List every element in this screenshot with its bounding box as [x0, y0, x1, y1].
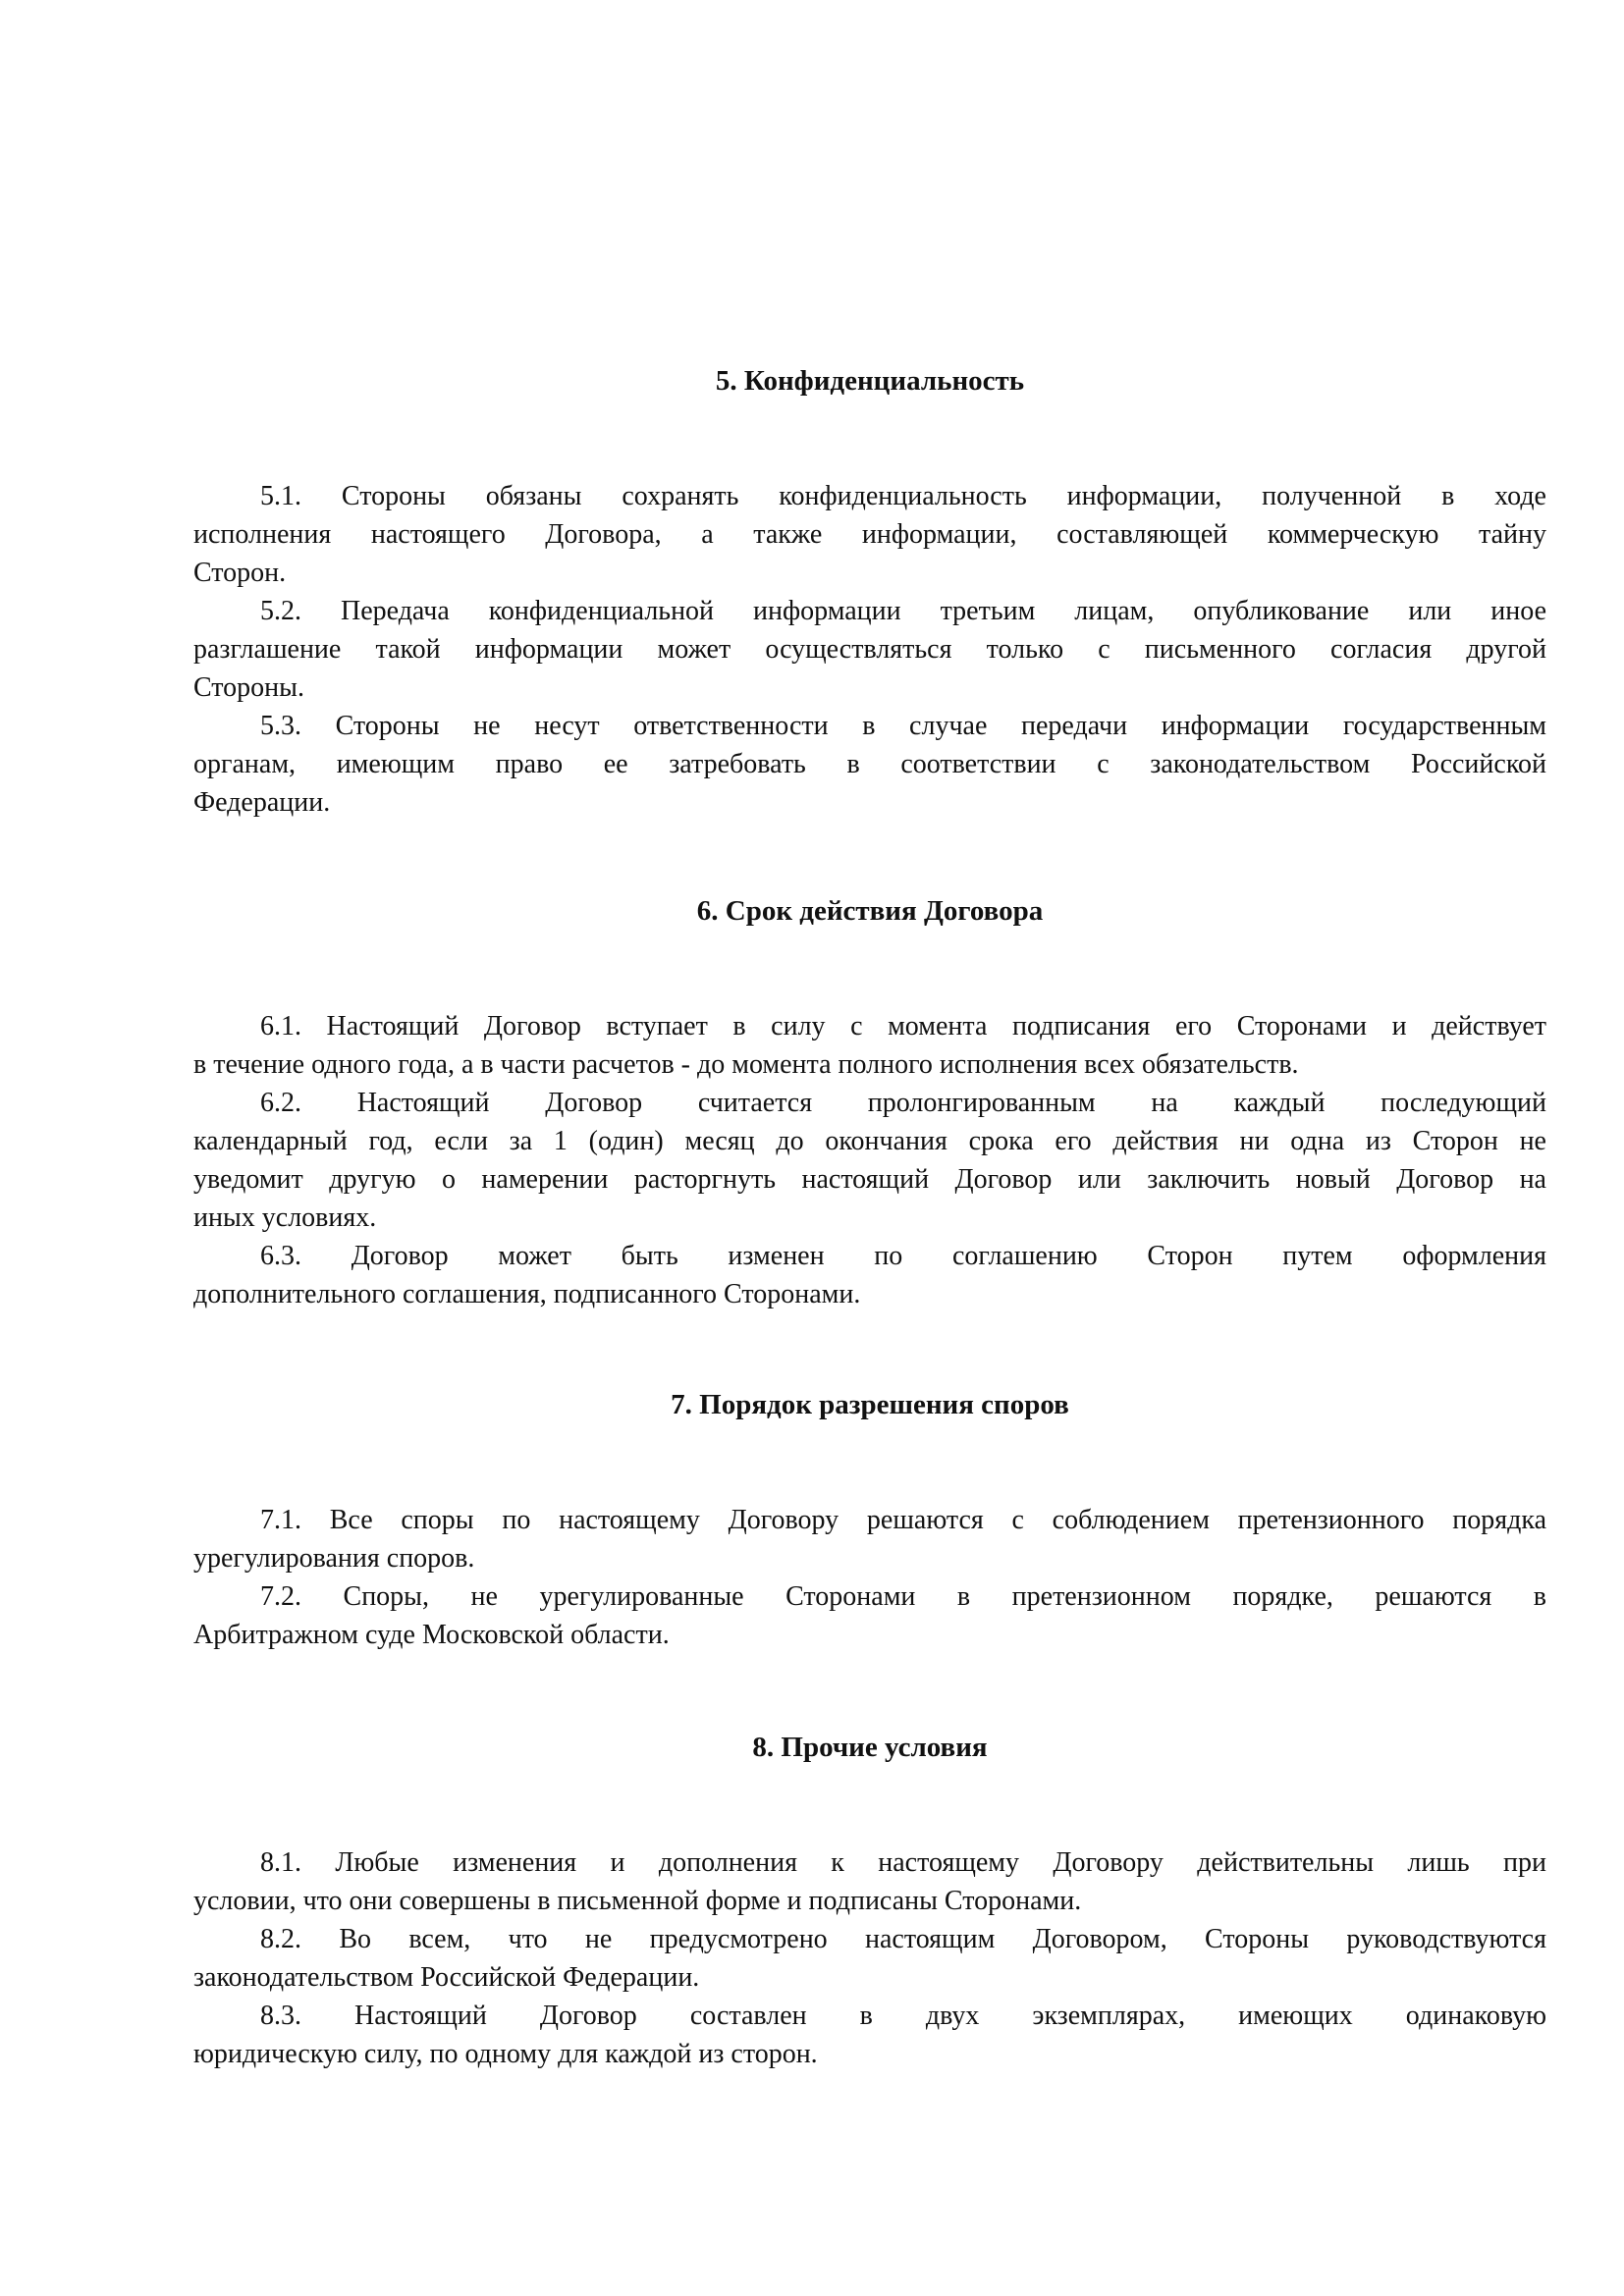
- paragraph-line: Стороны.: [193, 672, 304, 703]
- paragraph-line: Федерации.: [193, 787, 331, 818]
- section-heading: 7. Порядок разрешения споров: [671, 1389, 1069, 1420]
- section-body: [193, 1501, 1546, 1654]
- paragraph-line: 6.3. Договор может быть изменен по соглашению Сторон путем оформления: [260, 1241, 1546, 1271]
- paragraph-line: 7.1. Все споры по настоящему Договору решаются с соблюдением претензионного порядка: [260, 1505, 1546, 1535]
- paragraph: [193, 477, 1546, 592]
- paragraph-line: 8.1. Любые изменения и дополнения к настоящему Договору действительны лишь при: [260, 1847, 1546, 1878]
- paragraph-line: юридическую силу, по одному для каждой из сторон.: [193, 2039, 818, 2069]
- paragraph-line: 8.3. Настоящий Договор составлен в двух экземплярах, имеющих одинаковую: [260, 2001, 1546, 2031]
- paragraph-line: исполнения настоящего Договора, а также информации, составляющей коммерческую тайну: [193, 519, 1546, 550]
- paragraph-line: условии, что они совершены в письменной форме и подписаны Сторонами.: [193, 1886, 1082, 1916]
- section-body: [193, 1843, 1546, 2073]
- paragraph-line: иных условиях.: [193, 1202, 377, 1233]
- paragraph: [193, 1007, 1546, 1084]
- paragraph-line: 8.2. Во всем, что не предусмотрено настоящим Договором, Стороны руководствуются: [260, 1924, 1546, 1954]
- paragraph-line: 7.2. Споры, не урегулированные Сторонами в претензионном порядке, решаются в: [260, 1581, 1546, 1612]
- paragraph: [193, 707, 1546, 822]
- paragraph: [193, 1577, 1546, 1654]
- paragraph-line: 5.1. Стороны обязаны сохранять конфиденциальность информации, полученной в ходе: [260, 481, 1546, 511]
- paragraph-line: 5.2. Передача конфиденциальной информации третьим лицам, опубликование или иное: [260, 596, 1546, 626]
- paragraph-line: законодательством Российской Федерации.: [193, 1962, 700, 1993]
- paragraph-line: календарный год, если за 1 (один) месяц до окончания срока его действия ни одна из Сторон не: [193, 1126, 1546, 1156]
- section-body: [193, 1007, 1546, 1313]
- paragraph: [193, 1084, 1546, 1237]
- paragraph-line: 5.3. Стороны не несут ответственности в случае передачи информации государственным: [260, 711, 1546, 741]
- paragraph-line: дополнительного соглашения, подписанного Сторонами.: [193, 1279, 861, 1309]
- paragraph-line: 6.2. Настоящий Договор считается пролонгированным на каждый последующий: [260, 1088, 1546, 1118]
- section-heading: 5. Конфиденциальность: [715, 365, 1025, 397]
- section-body: [193, 477, 1546, 822]
- paragraph: [193, 1843, 1546, 1920]
- paragraph-line: 6.1. Настоящий Договор вступает в силу с момента подписания его Сторонами и действует: [260, 1011, 1546, 1041]
- section-heading: 6. Срок действия Договора: [696, 895, 1044, 927]
- paragraph-line: органам, имеющим право ее затребовать в соответствии с законодательством Российской: [193, 749, 1546, 779]
- paragraph-line: в течение одного года, а в части расчетов - до момента полного исполнения всех обязательств.: [193, 1049, 1299, 1080]
- paragraph: [193, 1237, 1546, 1313]
- paragraph: [193, 1997, 1546, 2073]
- paragraph: [193, 1501, 1546, 1577]
- paragraph: [193, 592, 1546, 707]
- section-heading: 8. Прочие условия: [752, 1732, 988, 1763]
- paragraph-line: уведомит другую о намерении расторгнуть настоящий Договор или заключить новый Договор на: [193, 1164, 1546, 1195]
- paragraph-line: урегулирования споров.: [193, 1543, 475, 1574]
- paragraph-line: Арбитражном суде Московской области.: [193, 1620, 670, 1650]
- paragraph: [193, 1920, 1546, 1997]
- paragraph-line: Сторон.: [193, 558, 287, 588]
- paragraph-line: разглашение такой информации может осуществляться только с письменного согласия другой: [193, 634, 1546, 665]
